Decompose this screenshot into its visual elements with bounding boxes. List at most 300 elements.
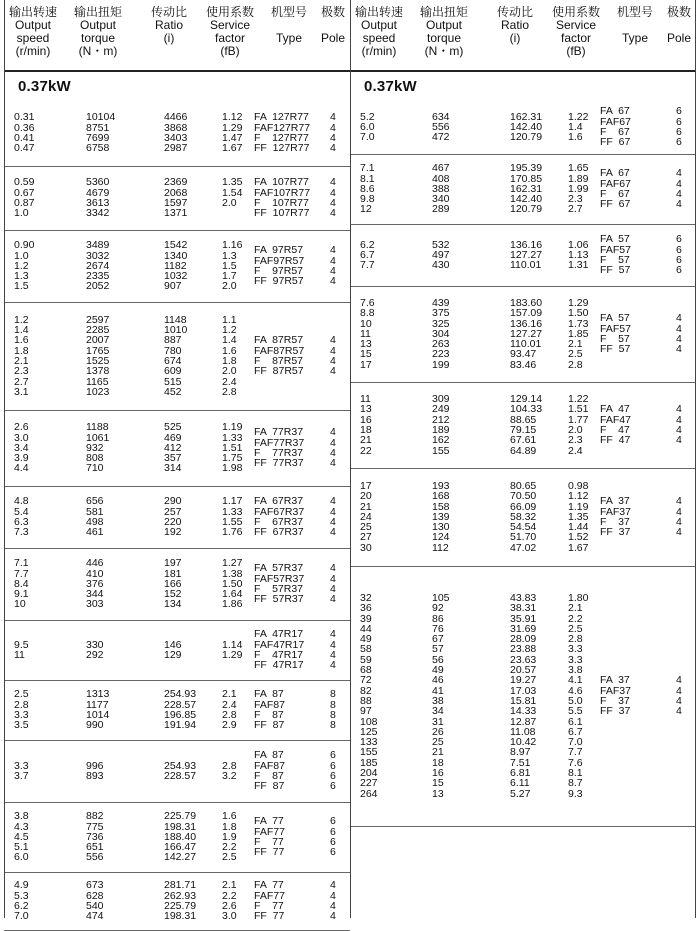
- column-speed: [360, 298, 375, 370]
- table-group: [350, 100, 696, 154]
- factor-value: 1.6: [222, 344, 237, 357]
- torque-value: 656: [86, 495, 104, 508]
- table-group: [4, 302, 350, 410]
- type-value: FF 57: [600, 264, 631, 277]
- pole-value: 6: [676, 115, 682, 128]
- type-value: FA 67R37: [254, 495, 304, 508]
- speed-value: 5.4: [14, 505, 29, 518]
- header-ratio-cn: 传动比: [496, 5, 533, 19]
- type-value: FF 37: [600, 526, 631, 539]
- header-factor-en2: factor: [560, 31, 591, 45]
- type-value: FAF127R77: [254, 121, 311, 134]
- column-ratio: [510, 593, 536, 799]
- speed-value: 7.7: [14, 567, 29, 580]
- speed-value: 13: [360, 403, 372, 416]
- torque-value: 289: [432, 203, 450, 216]
- torque-value: 16: [432, 767, 444, 780]
- column-factor: [222, 761, 237, 782]
- torque-value: 808: [86, 452, 104, 465]
- type-value: F 57R37: [254, 582, 304, 595]
- factor-value: 2.4: [222, 375, 237, 388]
- column-speed: [360, 163, 375, 214]
- ratio-value: 525: [164, 421, 182, 434]
- speed-value: 21: [360, 434, 372, 447]
- ratio-value: 93.47: [510, 348, 537, 361]
- pole-value: 4: [330, 879, 336, 892]
- speed-value: 7.0: [14, 910, 29, 923]
- torque-value: 6758: [86, 142, 110, 155]
- ratio-value: 142.40: [510, 193, 543, 206]
- column-pole: [676, 234, 682, 275]
- column-speed: [360, 481, 372, 553]
- speed-value: 10: [14, 598, 26, 611]
- factor-value: 1.29: [568, 296, 589, 309]
- factor-value: 2.2: [222, 841, 237, 854]
- column-type: [254, 177, 310, 218]
- ratio-value: 146: [164, 638, 182, 651]
- header-speed-en1: Output: [360, 18, 398, 32]
- speed-value: 3.0: [14, 431, 29, 444]
- type-value: F 67R37: [254, 515, 304, 528]
- speed-value: 8.1: [360, 172, 375, 185]
- factor-value: 3.2: [222, 769, 237, 782]
- torque-value: 41: [432, 684, 444, 697]
- header-pole-en1: Pole: [666, 31, 692, 45]
- factor-value: 1.51: [568, 403, 589, 416]
- torque-value: 2052: [86, 280, 110, 293]
- pole-value: 4: [330, 436, 336, 449]
- ratio-value: 1597: [164, 196, 188, 209]
- ratio-value: 28.09: [510, 633, 537, 646]
- factor-value: 2.8: [222, 708, 237, 721]
- column-pole: [330, 427, 336, 468]
- torque-value: 292: [86, 648, 104, 661]
- torque-value: 3032: [86, 249, 110, 262]
- ratio-value: 907: [164, 280, 182, 293]
- ratio-value: 412: [164, 441, 182, 454]
- ratio-value: 64.89: [510, 444, 537, 457]
- speed-value: 30: [360, 541, 372, 554]
- ratio-value: 11.08: [510, 725, 536, 738]
- torque-value: 189: [432, 423, 450, 436]
- type-value: F 47: [600, 423, 630, 436]
- type-value: FF 87R57: [254, 365, 304, 378]
- pole-value: 6: [330, 769, 336, 782]
- torque-value: 49: [432, 664, 444, 677]
- type-value: F 47R17: [254, 648, 304, 661]
- pole-value: 4: [330, 628, 336, 641]
- type-value: FAF47: [600, 413, 631, 426]
- factor-value: 2.1: [222, 879, 237, 892]
- table-group: [4, 740, 350, 802]
- table-group: [4, 872, 350, 930]
- type-value: FA 87R57: [254, 334, 304, 347]
- pole-value: 4: [330, 344, 336, 357]
- type-value: F 37: [600, 515, 630, 528]
- speed-value: 3.3: [14, 759, 29, 772]
- factor-value: 1.3: [222, 249, 237, 262]
- pole-value: 4: [676, 423, 682, 436]
- speed-value: 7.7: [360, 259, 375, 272]
- column-factor: [222, 640, 242, 661]
- header-pole-cn: 极数: [666, 5, 691, 19]
- ratio-value: 110.01: [510, 338, 542, 351]
- factor-value: 1.8: [222, 354, 237, 367]
- pole-value: 6: [676, 136, 682, 149]
- factor-value: 1.51: [222, 441, 243, 454]
- factor-value: 3.8: [568, 664, 583, 677]
- power-label: 0.37kW: [364, 78, 417, 95]
- torque-value: 651: [86, 841, 104, 854]
- type-value: FA 67: [600, 167, 630, 180]
- speed-value: 0.31: [14, 111, 35, 124]
- header-torque-en1: Output: [79, 18, 117, 32]
- header-torque-unit: (N・m): [78, 44, 118, 58]
- pole-value: 6: [676, 243, 682, 256]
- torque-value: 105: [432, 592, 450, 604]
- factor-value: 2.5: [222, 851, 237, 864]
- pole-value: 4: [330, 457, 336, 470]
- type-value: FA 47: [600, 403, 630, 416]
- torque-value: 168: [432, 490, 450, 503]
- ratio-value: 43.83: [510, 592, 537, 604]
- speed-value: 3.7: [14, 769, 29, 782]
- column-torque: [432, 112, 450, 143]
- speed-value: 2.5: [14, 688, 29, 701]
- factor-value: 1.8: [222, 820, 237, 833]
- header-pole-cn: 极数: [320, 5, 345, 19]
- torque-value: 461: [86, 526, 104, 539]
- factor-value: 6.7: [568, 725, 583, 738]
- pole-value: 6: [330, 780, 336, 793]
- ratio-value: 6.81: [510, 767, 531, 780]
- speed-value: 59: [360, 653, 372, 666]
- column-torque: [432, 481, 450, 553]
- header-pole: [316, 6, 350, 45]
- speed-value: 11: [14, 648, 25, 661]
- ratio-value: 152: [164, 588, 182, 601]
- speed-value: 36: [360, 602, 372, 615]
- speed-value: 24: [360, 510, 372, 523]
- outer-right-border: [695, 0, 696, 918]
- torque-value: 344: [86, 588, 104, 601]
- pole-value: 4: [330, 244, 336, 257]
- torque-value: 498: [86, 515, 104, 528]
- torque-value: 92: [432, 602, 444, 615]
- column-ratio: [510, 240, 542, 271]
- torque-value: 3613: [86, 196, 110, 209]
- type-value: FAF77R37: [254, 436, 305, 449]
- ratio-value: 225.79: [164, 899, 197, 912]
- speed-value: 0.59: [14, 176, 35, 189]
- table-group: [4, 230, 350, 302]
- factor-value: 2.5: [568, 622, 583, 635]
- column-ratio: [164, 761, 196, 782]
- speed-value: 58: [360, 643, 372, 656]
- speed-value: 6.2: [14, 899, 29, 912]
- pole-value: 4: [330, 196, 336, 209]
- header-torque: [412, 6, 476, 58]
- factor-value: 1.89: [568, 172, 589, 185]
- ratio-value: 281.71: [164, 879, 197, 892]
- speed-value: 5.1: [14, 841, 29, 854]
- torque-value: 130: [432, 521, 450, 534]
- ratio-value: 142.27: [164, 851, 197, 864]
- torque-value: 10104: [86, 111, 116, 124]
- pole-value: 4: [330, 562, 336, 575]
- ratio-value: 80.65: [510, 479, 537, 492]
- pole-value: 4: [676, 198, 682, 211]
- torque-value: 736: [86, 830, 104, 843]
- column-ratio: [510, 112, 542, 143]
- ratio-value: 15.81: [510, 694, 537, 707]
- ratio-value: 191.94: [164, 719, 197, 732]
- column-torque: [432, 593, 450, 799]
- table-group: [350, 566, 696, 826]
- column-type: [254, 750, 285, 791]
- pole-value: 4: [330, 186, 336, 199]
- factor-value: 2.7: [568, 203, 583, 216]
- torque-value: 46: [432, 674, 444, 687]
- factor-value: 2.0: [568, 423, 583, 436]
- factor-value: 2.8: [568, 633, 583, 646]
- column-torque: [86, 558, 104, 609]
- header-type-cn: 机型号: [270, 5, 307, 19]
- ratio-value: 3868: [164, 121, 188, 134]
- factor-value: 1.99: [568, 182, 589, 195]
- torque-value: 15: [432, 777, 444, 790]
- type-value: FAF37: [600, 505, 631, 518]
- torque-value: 882: [86, 810, 104, 823]
- speed-value: 7.1: [14, 557, 29, 570]
- column-factor: [222, 315, 237, 397]
- factor-value: 1.65: [568, 162, 589, 175]
- speed-value: 1.4: [14, 324, 29, 337]
- column-type: [600, 675, 631, 716]
- pole-value: 6: [330, 825, 336, 838]
- column-ratio: [164, 422, 182, 473]
- torque-value: 112: [432, 541, 449, 554]
- ratio-value: 469: [164, 431, 182, 444]
- ratio-value: 162.31: [510, 182, 543, 195]
- column-pole: [330, 245, 336, 286]
- column-pole: [330, 335, 336, 376]
- column-factor: [568, 593, 588, 799]
- ratio-value: 79.15: [510, 423, 537, 436]
- column-torque: [86, 112, 115, 153]
- factor-value: 1.29: [222, 121, 243, 134]
- factor-value: 1.4: [222, 334, 237, 347]
- pole-value: 6: [330, 815, 336, 828]
- type-value: FF 127R77: [254, 142, 310, 155]
- factor-value: 2.0: [222, 196, 237, 209]
- ratio-value: 166: [164, 577, 182, 590]
- type-value: F 77: [254, 835, 284, 848]
- torque-value: 309: [432, 393, 450, 406]
- ratio-value: 83.46: [510, 358, 537, 371]
- speed-value: 7.6: [360, 296, 375, 309]
- pole-value: 4: [330, 176, 336, 189]
- torque-value: 556: [86, 851, 104, 864]
- speed-value: 2.1: [14, 354, 29, 367]
- speed-value: 1.0: [14, 207, 29, 220]
- header-torque: [66, 6, 130, 58]
- ratio-value: 70.50: [510, 490, 537, 503]
- column-type: [600, 168, 631, 209]
- column-speed: [14, 558, 29, 609]
- speed-value: 8.6: [360, 182, 375, 195]
- column-speed: [14, 240, 34, 291]
- torque-value: 13: [432, 787, 444, 800]
- ratio-value: 35.91: [510, 612, 537, 625]
- column-speed: [14, 689, 29, 730]
- factor-value: 1.50: [568, 307, 589, 320]
- speed-value: 3.5: [14, 719, 29, 732]
- ratio-value: 228.57: [164, 769, 197, 782]
- factor-value: 1.5: [222, 259, 237, 272]
- column-pole: [330, 629, 336, 670]
- header-ratio: [144, 6, 194, 45]
- header-type-en1: Type: [275, 31, 302, 45]
- type-value: FF 77R37: [254, 457, 304, 470]
- torque-value: 124: [432, 531, 450, 544]
- pole-value: 4: [330, 254, 336, 267]
- pole-value: 4: [330, 899, 336, 912]
- factor-value: 3.3: [568, 653, 583, 666]
- column-factor: [222, 811, 237, 862]
- pole-value: 4: [676, 187, 682, 200]
- pole-value: 4: [330, 334, 336, 347]
- factor-value: 1.14: [222, 638, 243, 651]
- torque-value: 26: [432, 725, 444, 738]
- torque-value: 710: [86, 462, 104, 475]
- column-speed: [14, 880, 29, 921]
- type-value: FA 57R37: [254, 562, 304, 575]
- ratio-value: 228.57: [164, 698, 197, 711]
- pole-value: 4: [330, 582, 336, 595]
- speed-value: 72: [360, 674, 372, 687]
- ratio-value: 674: [164, 354, 182, 367]
- factor-value: 1.35: [222, 176, 243, 189]
- torque-value: 2597: [86, 313, 110, 326]
- ratio-value: 6.11: [510, 777, 530, 790]
- factor-value: 1.73: [568, 317, 589, 330]
- column-torque: [86, 640, 104, 661]
- torque-value: 474: [86, 910, 104, 923]
- factor-value: 1.86: [222, 598, 243, 611]
- type-value: FF 57R37: [254, 593, 304, 606]
- ratio-value: 134: [164, 598, 182, 611]
- pole-value: 4: [330, 526, 336, 539]
- column-type: [254, 880, 285, 921]
- pole-value: 4: [676, 322, 682, 335]
- torque-value: 408: [432, 172, 450, 185]
- factor-value: 9.3: [568, 787, 583, 800]
- factor-value: 1.76: [222, 526, 243, 539]
- pole-value: 4: [330, 131, 336, 144]
- type-value: FA 97R57: [254, 244, 304, 257]
- ratio-value: 54.54: [510, 521, 537, 534]
- type-value: F 67: [600, 187, 630, 200]
- speed-value: 0.67: [14, 186, 35, 199]
- speed-value: 0.36: [14, 121, 35, 134]
- torque-value: 497: [432, 248, 450, 261]
- ratio-value: 780: [164, 344, 182, 357]
- type-value: FAF67: [600, 115, 631, 128]
- speed-value: 155: [360, 746, 378, 759]
- factor-value: 4.6: [568, 684, 583, 697]
- header-speed-en2: speed: [362, 31, 396, 45]
- type-value: F 67: [600, 125, 630, 138]
- speed-value: 4.9: [14, 879, 29, 892]
- speed-value: 4.4: [14, 462, 29, 475]
- speed-value: 44: [360, 622, 372, 635]
- header-factor-unit: (fB): [566, 44, 586, 58]
- column-type: [600, 404, 631, 445]
- header-speed: [350, 6, 408, 58]
- speed-value: 17: [360, 358, 372, 371]
- ratio-value: 609: [164, 365, 182, 378]
- factor-value: 2.9: [222, 719, 237, 732]
- speed-value: 3.8: [14, 810, 29, 823]
- ratio-value: 58.32: [510, 510, 537, 523]
- pole-value: 6: [676, 125, 682, 138]
- type-value: FAF77: [254, 889, 285, 902]
- column-speed: [14, 112, 34, 153]
- power-label: 0.37kW: [18, 78, 71, 95]
- pole-value: 4: [330, 910, 336, 923]
- ratio-value: 220: [164, 515, 182, 528]
- torque-value: 212: [432, 413, 450, 426]
- torque-value: 199: [432, 358, 450, 371]
- speed-value: 6.0: [360, 120, 375, 133]
- ratio-value: 2987: [164, 142, 188, 155]
- factor-value: 1.2: [222, 324, 237, 337]
- header-speed: [4, 6, 62, 58]
- column-factor: [568, 240, 588, 271]
- column-type: [254, 245, 304, 286]
- pole-value: 4: [330, 446, 336, 459]
- ratio-value: 129: [164, 648, 182, 661]
- column-speed: [14, 177, 34, 218]
- factor-value: 2.6: [222, 899, 237, 912]
- speed-value: 204: [360, 767, 378, 780]
- torque-value: 162: [432, 434, 450, 447]
- factor-value: 1.29: [222, 648, 243, 661]
- column-speed: [14, 422, 29, 473]
- type-value: FAF107R77: [254, 186, 311, 199]
- speed-value: 1.6: [14, 334, 29, 347]
- column-pole: [330, 112, 336, 153]
- table-group: [4, 100, 350, 166]
- type-value: FA 107R77: [254, 176, 309, 189]
- torque-value: 249: [432, 403, 450, 416]
- column-ratio: [164, 240, 187, 291]
- torque-value: 1188: [86, 421, 109, 434]
- type-value: FAF87: [254, 759, 285, 772]
- type-value: FF 97R57: [254, 275, 304, 288]
- table-group: [4, 802, 350, 872]
- torque-value: 158: [432, 500, 450, 513]
- ratio-value: 157.09: [510, 307, 543, 320]
- factor-value: 1.7: [222, 270, 237, 283]
- torque-value: 1177: [86, 698, 109, 711]
- header-speed-en1: Output: [14, 18, 52, 32]
- torque-value: 21: [432, 746, 444, 759]
- header-factor: [200, 6, 260, 58]
- factor-value: 2.8: [568, 358, 583, 371]
- header-divider: [4, 70, 350, 72]
